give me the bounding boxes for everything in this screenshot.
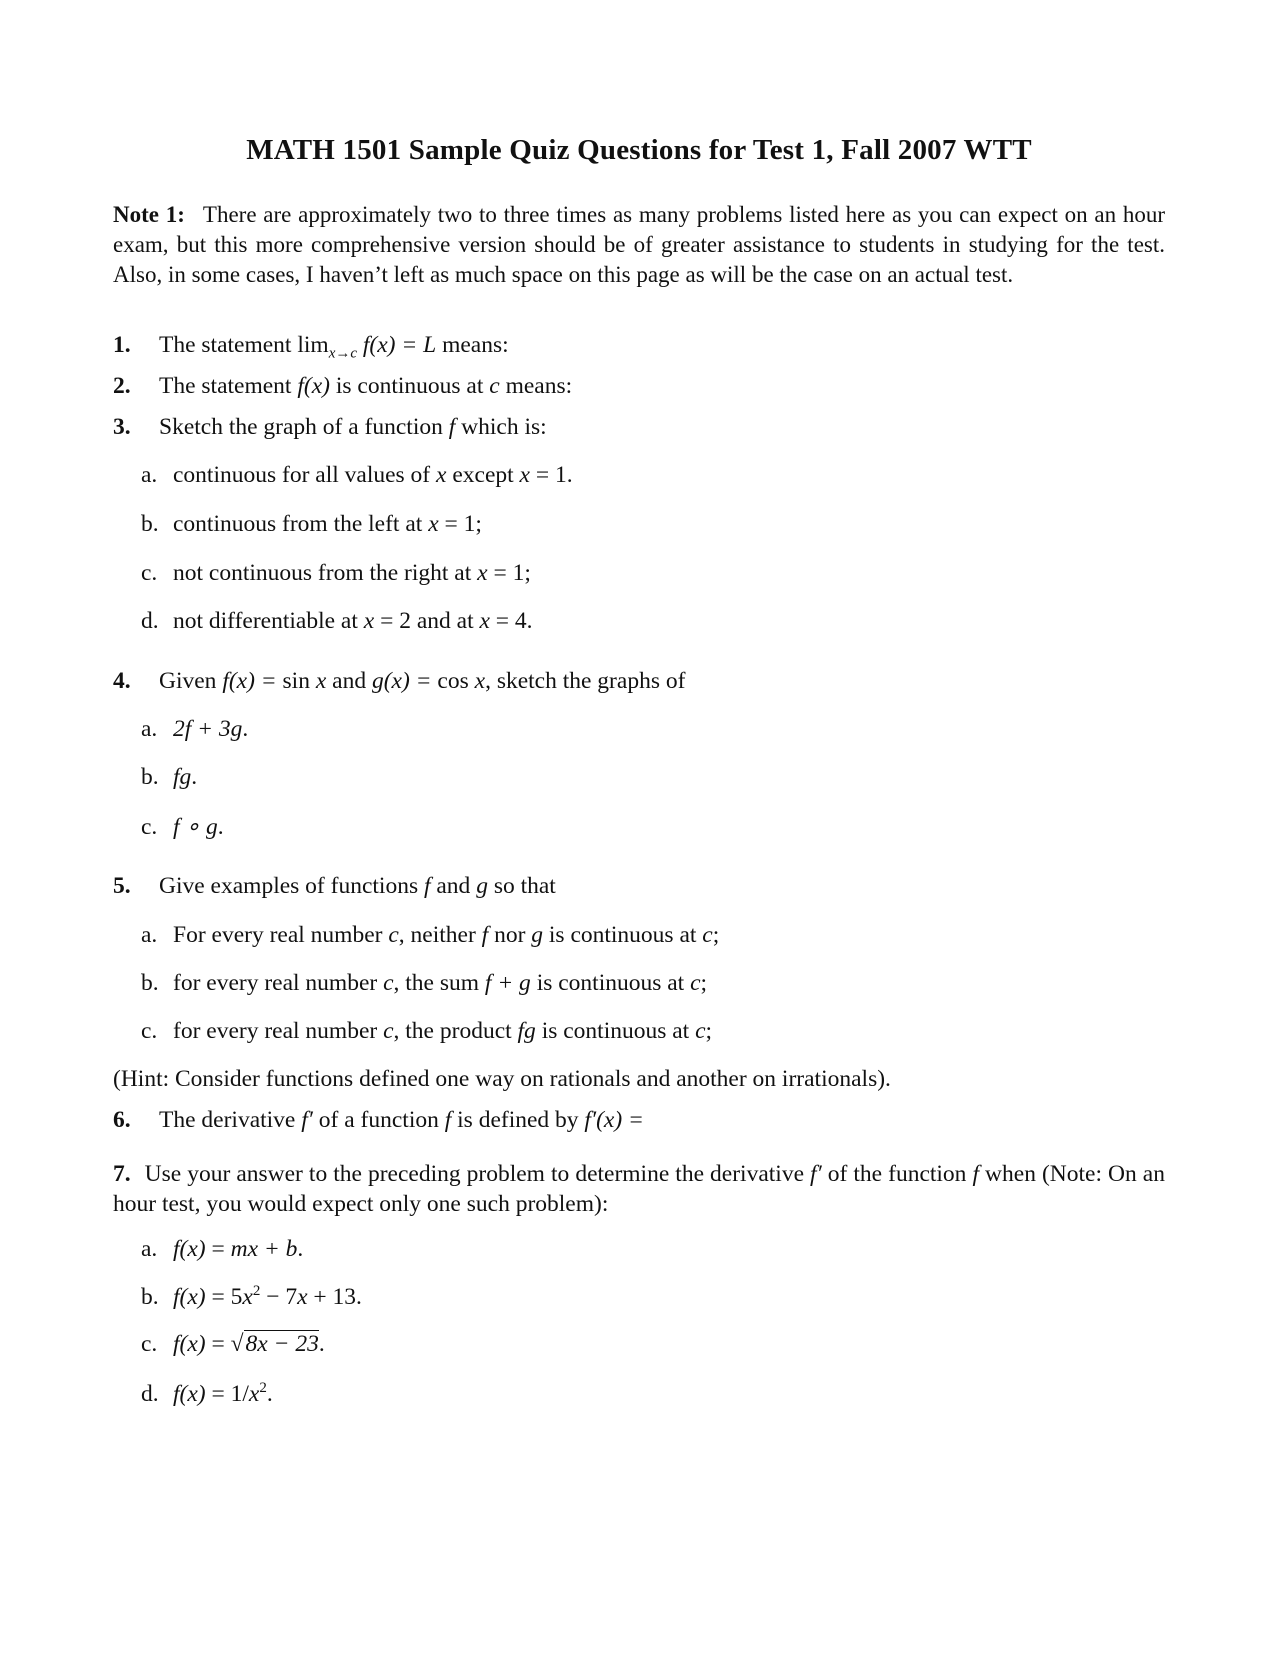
part-label: d. <box>141 1380 159 1407</box>
part-label: b. <box>141 1283 159 1310</box>
part-text-end: ; <box>712 922 720 948</box>
math-variable: g <box>476 873 488 899</box>
math-exponent: 2 <box>252 1283 261 1299</box>
document-page <box>113 0 1165 1656</box>
part-text-end: ; <box>705 1018 713 1044</box>
part-text-end: . <box>297 1236 304 1262</box>
note-label: Note 1: <box>113 202 185 227</box>
q7-part-a <box>141 1236 303 1263</box>
question-text: The statement <box>159 373 298 399</box>
question-3 <box>113 414 547 441</box>
lim-subscript: x→c <box>328 345 358 362</box>
question-text: The statement <box>159 332 298 358</box>
part-label: c. <box>141 1331 158 1357</box>
part-text-mid: = 2 and at <box>374 608 480 634</box>
question-number: 5. <box>113 873 131 899</box>
math-expression: fg <box>173 764 192 790</box>
math-variable: f <box>481 922 489 948</box>
part-text-end: = 1; <box>438 511 482 537</box>
part-text-end: . <box>266 1380 273 1407</box>
part-text-mid: is continuous at <box>530 970 691 996</box>
question-number: 3. <box>113 414 131 440</box>
part-text-end: . <box>242 716 249 742</box>
part-text-mid: is continuous at <box>535 1018 696 1044</box>
question-number: 4. <box>113 668 131 694</box>
part-text-end: . <box>191 764 198 790</box>
question-text-end: means: <box>499 373 573 399</box>
math-variable: g <box>531 922 544 948</box>
math-expression: f′(x) = <box>584 1107 644 1133</box>
question-6 <box>113 1107 644 1134</box>
part-text: for every real number <box>173 1018 384 1044</box>
math-variable: c <box>702 922 713 948</box>
question-text-mid: is continuous at <box>329 373 490 399</box>
part-label: a. <box>141 716 158 742</box>
math-function: cos <box>437 668 475 694</box>
question-text-end: , sketch the graphs of <box>485 668 686 694</box>
question-text: Use your answer to the preceding problem to determine the derivative <box>144 1161 811 1187</box>
part-text-mid: nor <box>488 922 532 948</box>
part-label: a. <box>141 922 158 948</box>
math-variable: x <box>519 462 530 488</box>
math-variable: f <box>444 1107 452 1133</box>
part-text: continuous for all values of <box>173 462 437 488</box>
math-variable: c <box>489 373 500 399</box>
part-text: For every real number <box>173 922 389 948</box>
question-text-end: which is: <box>455 414 547 440</box>
math-expression: g(x) = <box>371 668 438 694</box>
part-label: b. <box>141 764 159 790</box>
q7-part-c <box>141 1331 325 1358</box>
part-label: c. <box>141 814 158 840</box>
question-text: Give examples of functions <box>159 873 424 899</box>
part-text-mid: is continuous at <box>543 922 703 948</box>
question-1 <box>113 332 509 363</box>
math-variable: x <box>436 462 447 488</box>
part-label: d. <box>141 608 159 634</box>
question-text-end: means: <box>436 332 509 358</box>
part-text-end: ; <box>700 970 708 996</box>
math-expression: mx + b <box>230 1236 298 1262</box>
question-number: 7. <box>113 1161 131 1187</box>
page-title: MATH 1501 Sample Quiz Questions for Test 1, Fall 2007 WTT <box>246 134 1032 166</box>
question-text: The derivative <box>159 1107 302 1133</box>
math-variable: x <box>248 1380 260 1407</box>
part-text: for every real number <box>173 970 384 996</box>
math-variable: f′ <box>810 1161 822 1187</box>
question-number: 2. <box>113 373 131 399</box>
math-variable: f <box>448 414 456 440</box>
question-text-mid: and <box>326 668 372 694</box>
q5-part-c <box>141 1018 712 1045</box>
math-variable: c <box>695 1018 706 1044</box>
math-variable: x <box>428 511 439 537</box>
part-text-end: = 1; <box>487 560 531 586</box>
math-operator: = <box>205 1331 231 1357</box>
math-variable: f <box>423 873 431 899</box>
part-text-mid: except <box>446 462 520 488</box>
q5-part-b <box>141 970 707 997</box>
math-variable: x <box>363 608 375 634</box>
part-text: not continuous from the right at <box>173 560 478 586</box>
q7-part-b <box>141 1283 362 1311</box>
question-text-mid: of the function <box>821 1161 973 1187</box>
math-variable: x <box>479 608 490 634</box>
part-label: b. <box>141 511 159 537</box>
part-text: continuous from the left at <box>173 511 429 537</box>
math-expression: 2f + 3g <box>173 716 243 742</box>
math-operator: = 1/ <box>205 1380 249 1407</box>
part-label: c. <box>141 560 158 586</box>
q3-part-a <box>141 462 573 489</box>
note-text: There are approximately two to three times as many problems listed here as you can expect on an hour exam, but this more comprehensive version should be of greater assistance to students in studying for the test. Also, in some cases, I haven’t left as much space on this page as will be the case on an actual test. <box>113 202 1165 287</box>
question-5 <box>113 873 556 900</box>
math-operator: − 7 <box>260 1283 298 1310</box>
question-text-end: so that <box>487 873 556 899</box>
math-expression: f(x) <box>173 1380 206 1407</box>
math-variable: f <box>972 1161 979 1187</box>
part-text-mid: , the sum <box>393 970 485 996</box>
math-expression: f(x) <box>173 1331 206 1357</box>
math-expression: f(x) = L <box>357 332 437 358</box>
part-text-end: = 1. <box>529 462 573 488</box>
part-label: a. <box>141 1236 158 1262</box>
lim-operator: lim <box>297 332 329 358</box>
math-variable: c <box>383 1018 394 1044</box>
math-exponent: 2 <box>259 1380 267 1396</box>
note-paragraph <box>113 200 1165 290</box>
question-2 <box>113 373 572 400</box>
q5-part-a <box>141 922 719 949</box>
math-expression: f ∘ g <box>173 814 218 840</box>
part-text-end: = 4. <box>489 608 533 634</box>
question-text: Given <box>159 668 223 694</box>
q3-part-b <box>141 511 482 538</box>
q4-part-c <box>141 812 224 841</box>
math-variable: x <box>477 560 488 586</box>
sqrt-symbol: √ <box>230 1331 244 1357</box>
math-variable: c <box>690 970 701 996</box>
math-expression: fg <box>517 1018 536 1044</box>
question-number: 6. <box>113 1107 131 1133</box>
question-text: Sketch the graph of a function <box>159 414 449 440</box>
math-expression: f(x) = <box>222 668 283 694</box>
q3-part-c <box>141 560 531 587</box>
math-variable: f′ <box>301 1107 313 1133</box>
math-expression: f(x) <box>173 1283 206 1310</box>
math-variable: x <box>297 1283 308 1310</box>
math-variable: x <box>315 668 327 694</box>
math-variable: c <box>383 970 394 996</box>
question-text-mid: of a function <box>312 1107 445 1133</box>
part-label: a. <box>141 462 158 488</box>
question-number: 1. <box>113 332 131 358</box>
math-variable: c <box>388 922 399 948</box>
q4-part-a <box>141 716 248 743</box>
q7-part-d <box>141 1380 273 1408</box>
part-text: not differentiable at <box>173 608 364 634</box>
q3-part-d <box>141 608 533 635</box>
math-operator: = <box>205 1236 231 1262</box>
part-text-mid: , the product <box>393 1018 518 1044</box>
math-radicand: 8x − 23 <box>245 1331 319 1357</box>
part-text-mid: , neither <box>398 922 482 948</box>
question-text-mid: and <box>430 873 477 899</box>
part-label: b. <box>141 970 159 996</box>
math-expression: f(x) <box>297 373 330 399</box>
q5-hint: (Hint: Consider functions defined one way on rationals and another on irrationals). <box>113 1066 891 1092</box>
part-text-end: + 13. <box>307 1283 362 1310</box>
part-text-end: . <box>318 1331 325 1357</box>
question-text-mid: is defined by <box>451 1107 585 1133</box>
math-expression: f + g <box>484 970 531 996</box>
question-7 <box>113 1159 1165 1219</box>
question-text-end: when (Note: On an hour test, you would expect only one such problem): <box>113 1161 1165 1217</box>
math-expression: f(x) <box>173 1236 206 1262</box>
question-4 <box>113 668 685 695</box>
q4-part-b <box>141 764 197 791</box>
part-text-end: . <box>217 814 224 840</box>
math-variable: x <box>474 668 486 694</box>
part-label: c. <box>141 1018 158 1044</box>
math-operator: = 5 <box>205 1283 243 1310</box>
math-function: sin <box>282 668 316 694</box>
math-variable: x <box>242 1283 253 1310</box>
